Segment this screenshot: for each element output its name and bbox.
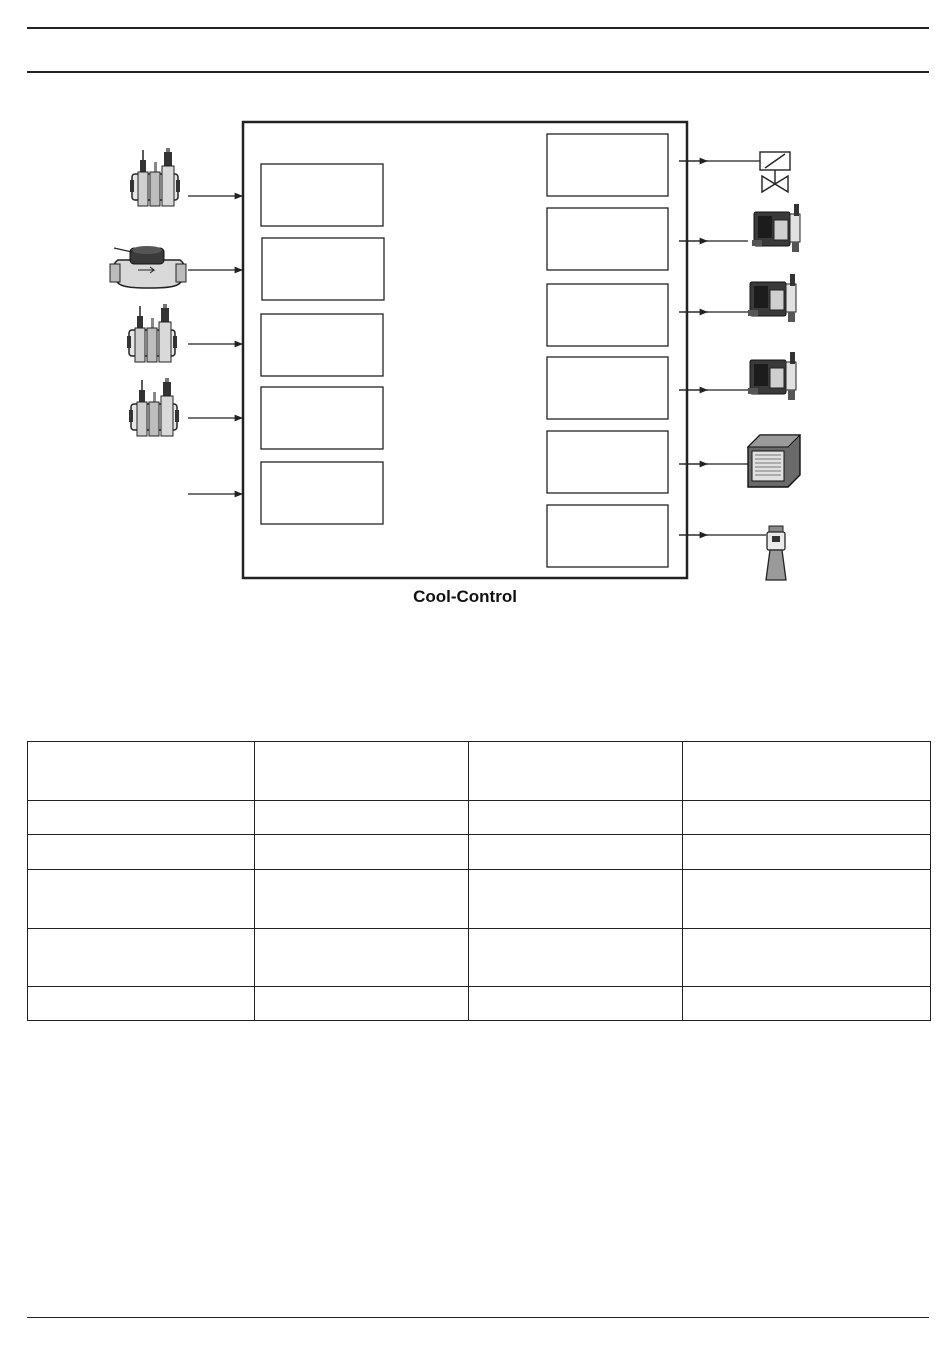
table-cell xyxy=(469,870,683,929)
table-row xyxy=(28,742,931,801)
output-module-1 xyxy=(547,134,668,196)
solenoid-valve-icon xyxy=(760,152,790,192)
table-row xyxy=(28,870,931,929)
input-module-1 xyxy=(261,164,383,226)
table-cell xyxy=(683,929,931,987)
sensor-assembly-icon xyxy=(129,378,179,436)
table-cell xyxy=(683,835,931,870)
output-module-5 xyxy=(547,431,668,493)
water-meter-icon xyxy=(110,246,186,288)
input-module-4 xyxy=(261,387,383,449)
recorder-device-icon xyxy=(748,435,800,487)
table-cell xyxy=(255,987,469,1021)
table-cell xyxy=(469,987,683,1021)
table-cell xyxy=(28,987,255,1021)
input-module-5 xyxy=(261,462,383,524)
table-row xyxy=(28,929,931,987)
output-module-3 xyxy=(547,284,668,346)
table-cell xyxy=(28,835,255,870)
table-cell xyxy=(255,835,469,870)
table-row xyxy=(28,801,931,835)
table-cell xyxy=(255,801,469,835)
table-cell xyxy=(255,870,469,929)
controller-label: Cool-Control xyxy=(413,587,517,606)
table-row xyxy=(28,987,931,1021)
footer-rule xyxy=(27,1317,929,1318)
table-cell xyxy=(683,870,931,929)
table-cell xyxy=(683,987,931,1021)
table-cell xyxy=(469,929,683,987)
dosing-pump-icon xyxy=(752,204,800,252)
table-cell xyxy=(469,801,683,835)
table-cell xyxy=(28,929,255,987)
table-cell xyxy=(683,801,931,835)
input-module-2 xyxy=(262,238,384,300)
table-cell xyxy=(469,835,683,870)
table-cell xyxy=(28,742,255,801)
sensor-assembly-icon xyxy=(127,304,177,362)
table-cell xyxy=(469,742,683,801)
level-sensor-icon xyxy=(766,526,786,580)
table-cell xyxy=(255,742,469,801)
table-cell xyxy=(683,742,931,801)
table-cell xyxy=(28,801,255,835)
sensor-assembly-icon xyxy=(130,148,180,206)
output-module-4 xyxy=(547,357,668,419)
input-module-3 xyxy=(261,314,383,376)
spec-table xyxy=(27,741,931,1021)
table-row xyxy=(28,835,931,870)
dosing-pump-icon xyxy=(748,274,796,322)
output-module-6 xyxy=(547,505,668,567)
output-module-2 xyxy=(547,208,668,270)
system-diagram xyxy=(0,0,950,640)
table-cell xyxy=(255,929,469,987)
table-cell xyxy=(28,870,255,929)
dosing-pump-icon xyxy=(748,352,796,400)
